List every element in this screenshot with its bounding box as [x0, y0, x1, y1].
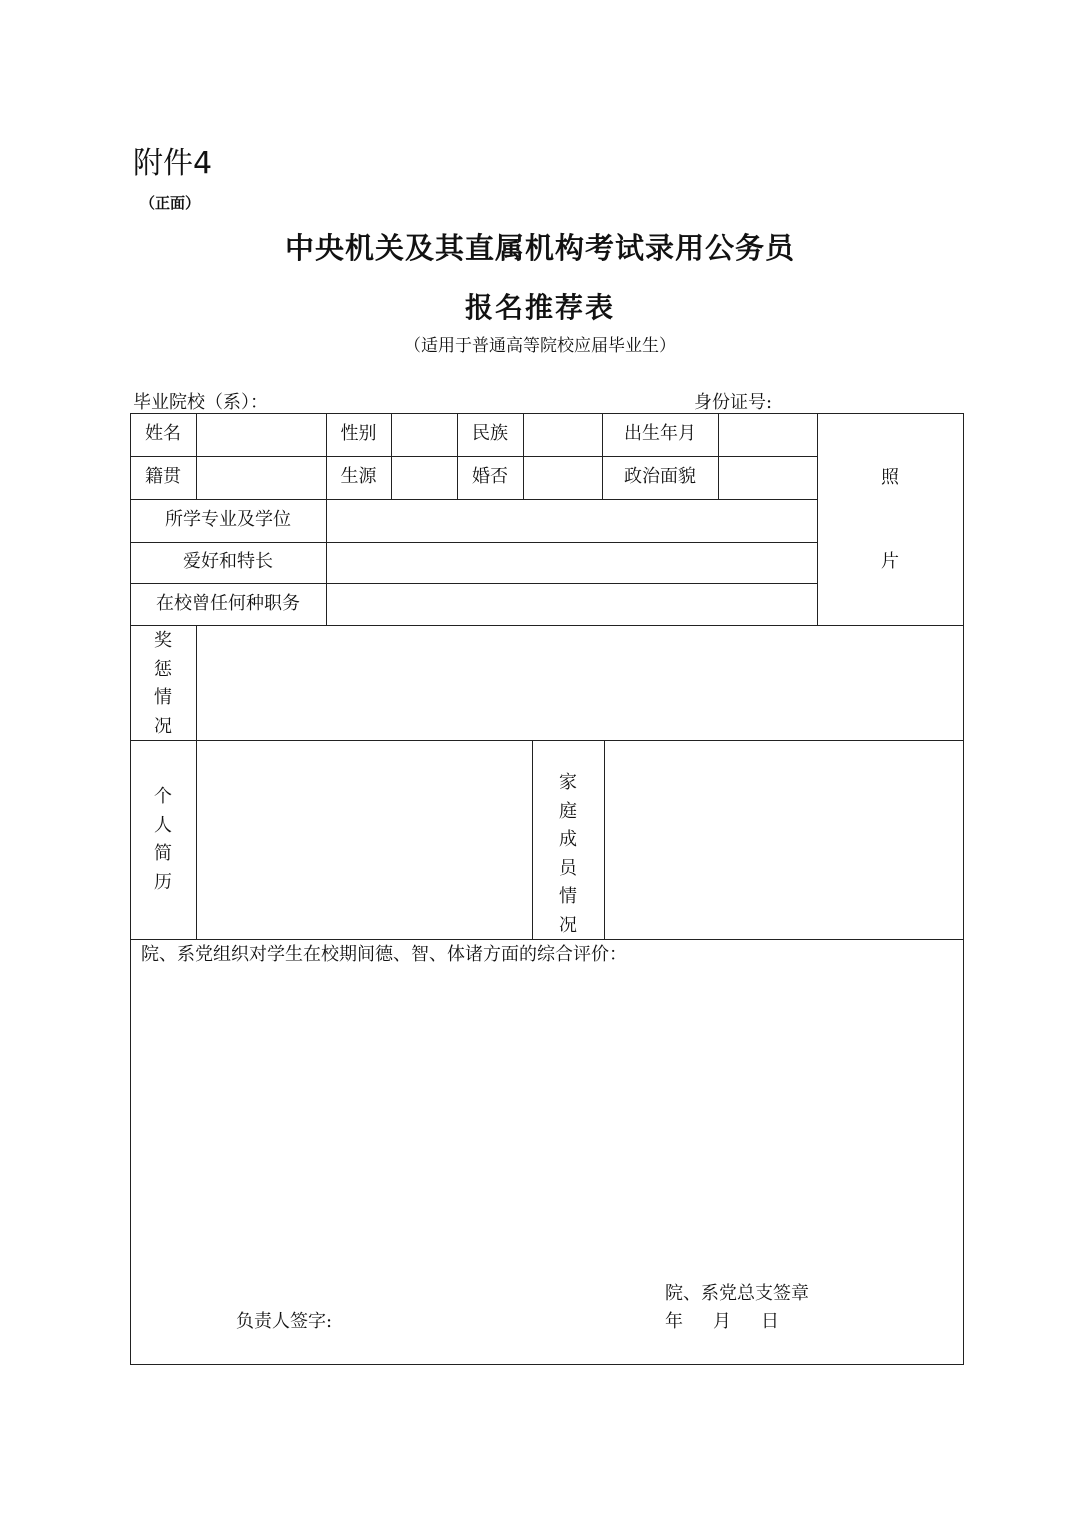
family-char: 成 [559, 829, 577, 850]
evaluation-label: 院、系党组织对学生在校期间德、智、体诸方面的综合评价： [141, 944, 627, 965]
school-label: 毕业院校（系）： [133, 392, 268, 413]
birth-label: 出生年月 [624, 423, 696, 444]
resume-char: 简 [154, 843, 172, 864]
resume-char: 人 [154, 814, 172, 836]
resume-char: 历 [154, 871, 172, 893]
rewards-char: 惩 [154, 658, 172, 680]
side-label: （正面） [140, 194, 201, 212]
marital-label: 婚否 [472, 466, 508, 487]
date-year-label: 年 [665, 1311, 683, 1332]
form-border-bottom [130, 1364, 964, 1365]
birth-field[interactable] [719, 414, 817, 456]
family-char: 况 [559, 914, 577, 936]
marital-field[interactable] [524, 457, 602, 499]
photo-area[interactable] [818, 414, 963, 625]
family-char: 庭 [559, 800, 577, 822]
positions-field[interactable] [327, 584, 817, 625]
rewards-label [130, 627, 196, 741]
rewards-char: 奖 [154, 630, 172, 651]
family-char: 情 [559, 886, 577, 907]
rewards-char: 情 [154, 687, 172, 708]
gender-label: 性别 [340, 423, 377, 444]
native-place-field[interactable] [197, 457, 326, 499]
political-label: 政治面貌 [624, 466, 696, 487]
family-char: 家 [559, 772, 577, 793]
date-month-label: 月 [713, 1311, 731, 1332]
hobbies-label: 爱好和特长 [183, 551, 273, 572]
family-field[interactable] [605, 741, 963, 939]
registration-form [130, 413, 964, 1365]
id-number-label: 身份证号: [694, 392, 773, 413]
gender-field[interactable] [392, 414, 457, 456]
family-char: 员 [559, 857, 577, 879]
evaluation-field[interactable] [131, 973, 963, 1293]
native-place-label: 籍贯 [145, 466, 181, 487]
major-label: 所学专业及学位 [165, 509, 291, 530]
resume-field[interactable] [197, 741, 532, 939]
date-day-label: 日 [761, 1311, 779, 1332]
name-field[interactable] [197, 414, 326, 456]
page-title: 中央机关及其直属机构考试录用公务员 [284, 231, 795, 265]
resume-label [130, 783, 196, 897]
origin-label: 生源 [340, 466, 377, 487]
family-label [532, 769, 604, 940]
signature-label: 负责人签字: [236, 1311, 333, 1332]
page-subtitle: （适用于普通高等院校应届毕业生） [404, 336, 676, 356]
positions-label: 在校曾任何种职务 [156, 593, 300, 614]
origin-field[interactable] [392, 457, 457, 499]
page-title-line2: 报名推荐表 [464, 291, 615, 324]
stamp-label: 院、系党总支签章 [665, 1283, 809, 1304]
ethnicity-field[interactable] [524, 414, 602, 456]
attachment-label: 附件4 [133, 146, 213, 181]
rewards-field[interactable] [197, 626, 963, 740]
major-field[interactable] [327, 500, 817, 542]
ethnicity-label: 民族 [472, 423, 508, 444]
hobbies-field[interactable] [327, 543, 817, 583]
name-label: 姓名 [145, 423, 181, 444]
political-field[interactable] [719, 457, 817, 499]
form-border-right [963, 413, 964, 1365]
rewards-char: 况 [154, 715, 172, 737]
photo-label-1: 照 [881, 467, 899, 488]
photo-label-2: 片 [881, 551, 899, 572]
resume-char: 个 [154, 786, 172, 807]
